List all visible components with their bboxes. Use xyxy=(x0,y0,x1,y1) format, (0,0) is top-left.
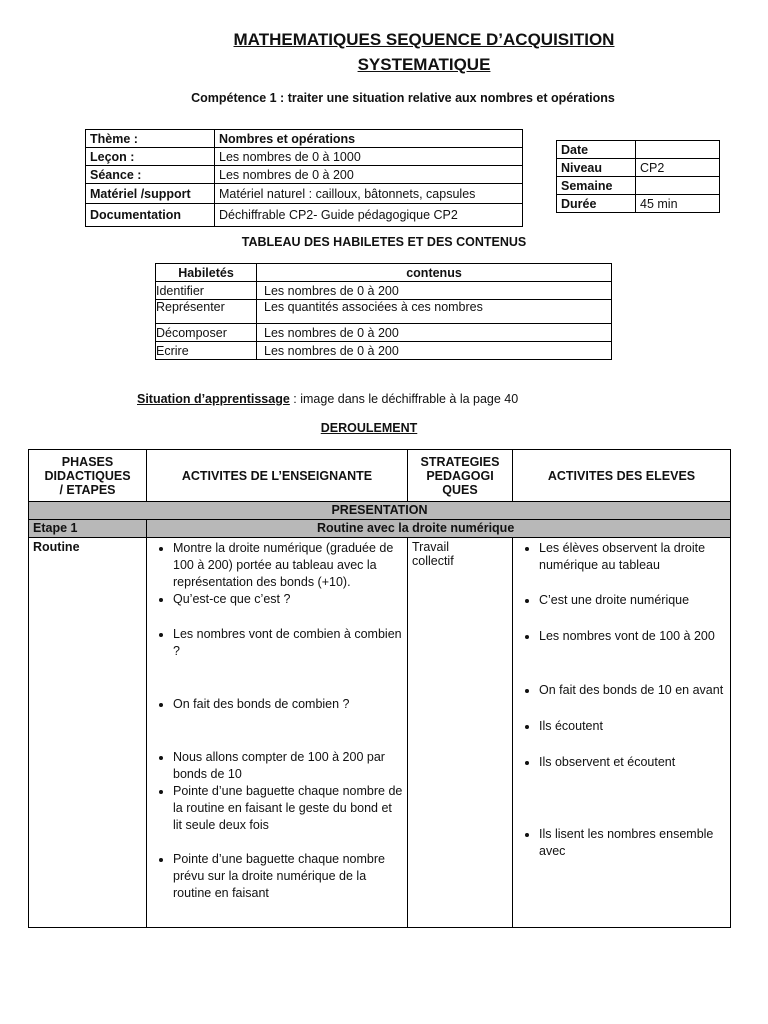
eleve-item: • Les nombres vont de 100 à 200 xyxy=(539,628,726,645)
info-value: Les nombres de 0 à 1000 xyxy=(215,148,523,166)
phases-header-line: DIDACTIQUES xyxy=(44,468,131,483)
strategies-header-line: PEDAGOGI xyxy=(426,468,494,483)
eleve-item: • C’est une droite numérique xyxy=(539,592,726,609)
info-label: Leçon : xyxy=(86,148,215,166)
routine-label: Routine xyxy=(29,538,147,928)
enseignante-item: • Les nombres vont de combien à combien ? xyxy=(173,626,403,660)
habilete-cell: Identifier xyxy=(156,282,257,300)
side-label: Durée xyxy=(557,195,636,213)
enseignante-item: • Pointe d’une baguette chaque nombre prévu sur la droite numérique de la routine en faisant xyxy=(173,851,403,902)
side-value: CP2 xyxy=(636,159,720,177)
habilete-cell: Représenter xyxy=(156,300,257,324)
contenu-cell: Les nombres de 0 à 200 xyxy=(257,324,612,342)
deroulement-title: DEROULEMENT xyxy=(320,421,418,435)
competence-text: Compétence 1 : traiter une situation relative aux nombres et opérations xyxy=(191,91,615,105)
habilete-cell: Ecrire xyxy=(156,342,257,360)
side-table xyxy=(556,140,720,213)
eleves-header: ACTIVITES DES ELEVES xyxy=(513,450,731,502)
info-label: Matériel /support xyxy=(86,184,215,204)
info-value: Déchiffrable CP2- Guide pédagogique CP2 xyxy=(215,204,523,227)
strategie-cell xyxy=(408,538,513,928)
presentation-row: PRESENTATION xyxy=(29,502,731,520)
eleve-item: • Les élèves observent la droite numérique au tableau xyxy=(539,540,726,574)
phases-header xyxy=(29,450,147,502)
strategie-line: collectif xyxy=(412,554,454,568)
info-value: Nombres et opérations xyxy=(215,130,523,148)
habiletes-table xyxy=(155,263,612,360)
info-label: Documentation xyxy=(86,204,215,227)
side-value: 45 min xyxy=(636,195,720,213)
habiletes-header: Habiletés xyxy=(156,264,257,282)
contenus-header: contenus xyxy=(257,264,612,282)
info-label: Thème : xyxy=(86,130,215,148)
info-label: Séance : xyxy=(86,166,215,184)
enseignante-activities xyxy=(147,538,408,928)
eleve-item: • Ils écoutent xyxy=(539,718,726,735)
page-title-line1: MATHEMATIQUES SEQUENCE D’ACQUISITION xyxy=(233,30,615,49)
info-value: Matériel naturel : cailloux, bâtonnets, capsules xyxy=(215,184,523,204)
phases-header-line: PHASES xyxy=(61,454,114,469)
situation-label: Situation d’apprentissage xyxy=(137,392,290,406)
situation-text: : image dans le déchiffrable à la page 40 xyxy=(289,392,519,406)
enseignante-item: • On fait des bonds de combien ? xyxy=(173,696,403,713)
deroulement-table xyxy=(28,449,731,928)
contenu-cell: Les quantités associées à ces nombres xyxy=(257,300,612,324)
side-label: Date xyxy=(557,141,636,159)
enseignante-item: • Pointe d’une baguette chaque nombre de la routine en faisant le geste du bond et lit seule deux fois xyxy=(173,783,403,834)
etape-label: Etape 1 xyxy=(29,520,147,538)
page-title-line2: SYSTEMATIQUE xyxy=(357,55,491,74)
enseignante-header: ACTIVITES DE L’ENSEIGNANTE xyxy=(147,450,408,502)
side-value xyxy=(636,177,720,195)
contenu-cell: Les nombres de 0 à 200 xyxy=(257,342,612,360)
strategie-line: Travail xyxy=(412,540,450,554)
contenu-cell: Les nombres de 0 à 200 xyxy=(257,282,612,300)
enseignante-item: • Nous allons compter de 100 à 200 par bonds de 10 xyxy=(173,749,403,783)
eleves-activities xyxy=(513,538,731,928)
side-label: Semaine xyxy=(557,177,636,195)
side-label: Niveau xyxy=(557,159,636,177)
phases-header-line: / ETAPES xyxy=(59,482,116,497)
info-value: Les nombres de 0 à 200 xyxy=(215,166,523,184)
eleve-item: • Ils observent et écoutent xyxy=(539,754,726,771)
info-table xyxy=(85,129,523,227)
enseignante-item: • Qu’est-ce que c’est ? xyxy=(173,591,403,608)
habiletes-title: TABLEAU DES HABILETES ET DES CONTENUS xyxy=(241,235,527,249)
strategies-header-line: STRATEGIES xyxy=(420,454,500,469)
etape-title: Routine avec la droite numérique xyxy=(147,520,731,538)
strategies-header-line: QUES xyxy=(442,482,478,497)
eleve-item: • Ils lisent les nombres ensemble avec xyxy=(539,826,726,860)
habilete-cell: Décomposer xyxy=(156,324,257,342)
eleve-item: • On fait des bonds de 10 en avant xyxy=(539,682,726,699)
strategies-header xyxy=(408,450,513,502)
enseignante-item: • Montre la droite numérique (graduée de 100 à 200) portée au tableau avec la représentation des bonds (+10). xyxy=(173,540,403,591)
situation-line xyxy=(137,392,518,406)
side-value xyxy=(636,141,720,159)
